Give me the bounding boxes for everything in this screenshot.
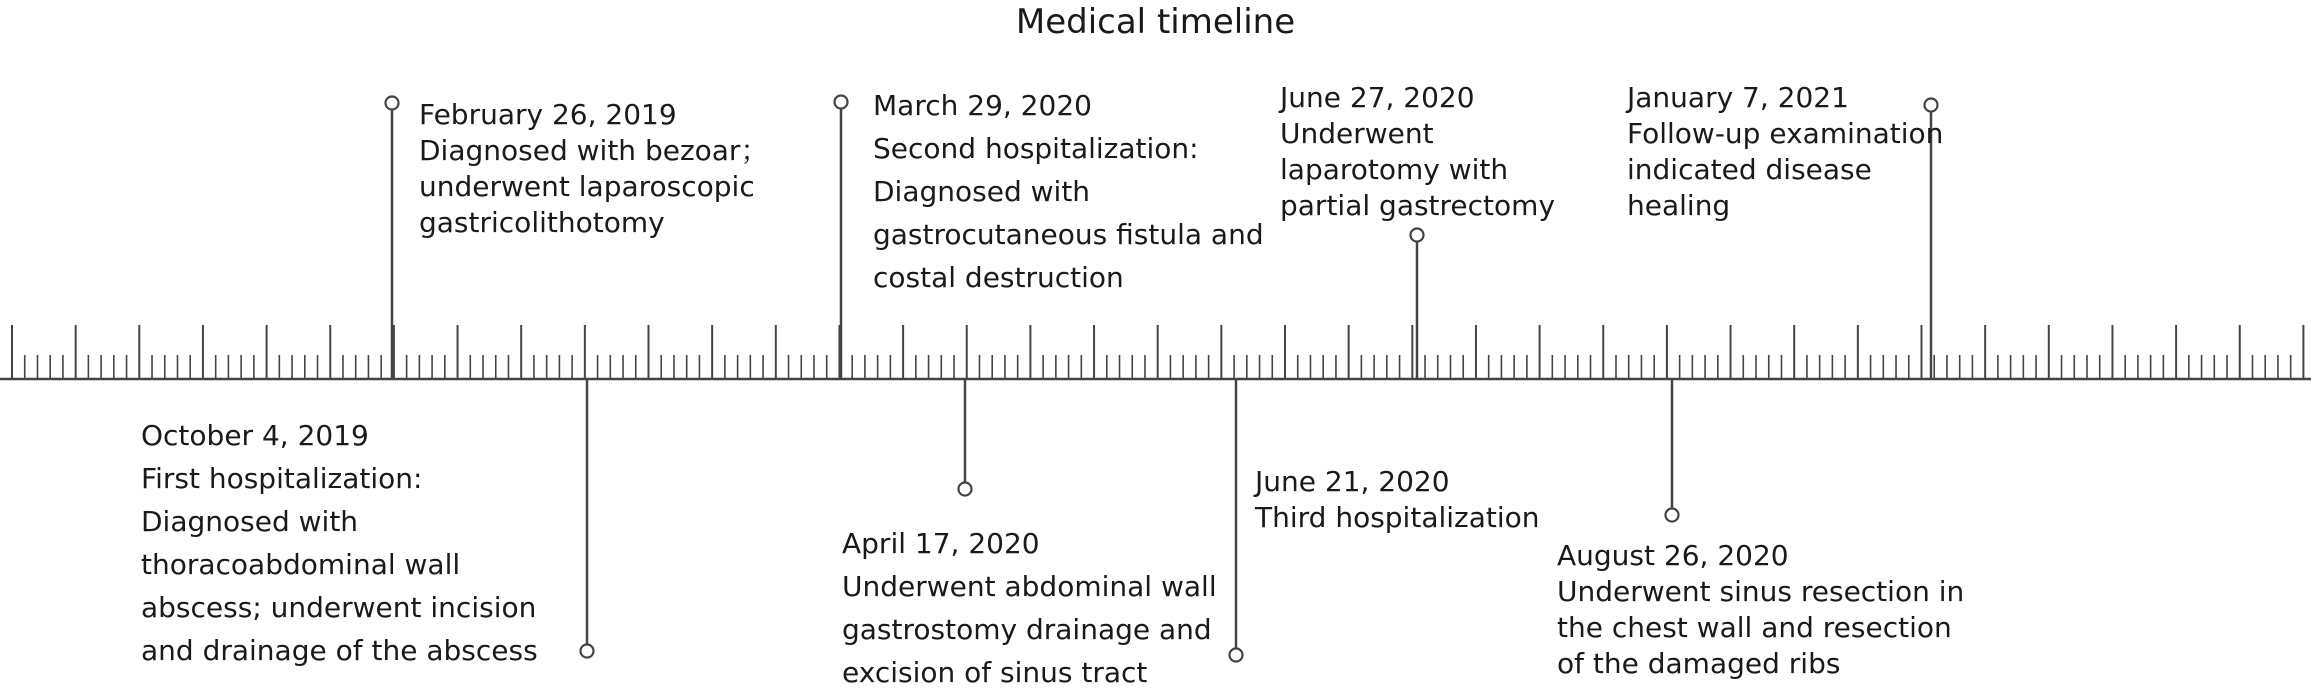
marker-dot	[959, 483, 972, 496]
timeline-ruler	[0, 325, 2311, 379]
event-date: October 4, 2019	[141, 419, 369, 452]
marker-dot	[1411, 229, 1424, 242]
event-text-line: indicated disease	[1627, 153, 1872, 186]
marker-jun21-2020	[1230, 379, 1243, 662]
event-text-line: Second hospitalization:	[873, 132, 1199, 165]
event-text-line: First hospitalization:	[141, 462, 423, 495]
marker-aug-2020	[1666, 379, 1679, 522]
event-text-line: partial gastrectomy	[1280, 189, 1556, 222]
event-text-line: gastrocutaneous fistula and	[873, 218, 1264, 251]
event-text-line: and drainage of the abscess	[141, 634, 538, 667]
event-text-line: laparotomy with	[1280, 153, 1509, 186]
event-text-line: gastricolithotomy	[419, 206, 665, 239]
event-date: February 26, 2019	[419, 98, 677, 131]
event-date: August 26, 2020	[1557, 539, 1789, 572]
marker-dot	[835, 96, 848, 109]
event-date: June 21, 2020	[1255, 465, 1450, 498]
event-text-line: the chest wall and resection	[1557, 611, 1952, 644]
marker-oct-2019	[581, 379, 594, 658]
event-text-line: Diagnosed with	[873, 175, 1091, 208]
event-feb-2019	[419, 97, 768, 241]
marker-dot	[581, 645, 594, 658]
event-text-line: thoracoabdominal wall	[141, 548, 461, 581]
event-text-line: excision of sinus tract	[842, 656, 1148, 689]
marker-dot	[1666, 509, 1679, 522]
marker-feb-2019	[386, 97, 399, 380]
event-date: March 29, 2020	[873, 89, 1092, 122]
marker-dot	[386, 97, 399, 110]
marker-mar-2020	[835, 96, 848, 380]
event-text-line: Diagnosed with	[141, 505, 359, 538]
marker-dot	[1230, 649, 1243, 662]
event-oct-2019	[141, 414, 538, 672]
event-date: January 7, 2021	[1627, 81, 1849, 114]
marker-apr-2020	[959, 379, 972, 496]
event-text-line: of the damaged ribs	[1557, 647, 1841, 680]
event-text-line: Diagnosed with bezoar；	[419, 134, 769, 167]
event-aug-2020	[1557, 538, 1964, 682]
event-text-line: gastrostomy drainage and	[842, 613, 1212, 646]
event-apr-2020	[842, 522, 1217, 694]
event-text-line: Follow-up examination	[1627, 117, 1944, 150]
event-mar-2020	[873, 84, 1264, 299]
event-jun27-2020	[1280, 80, 1555, 224]
event-text-line: abscess; underwent incision	[141, 591, 537, 624]
event-date: April 17, 2020	[842, 527, 1040, 560]
diagram-title: Medical timeline	[1015, 2, 1296, 42]
event-jan-2021	[1627, 80, 1943, 224]
event-text-line: costal destruction	[873, 261, 1124, 294]
event-text-line: healing	[1627, 189, 1731, 222]
event-text-line: Underwent	[1280, 117, 1434, 150]
event-text-line: underwent laparoscopic	[419, 170, 755, 203]
event-jun21-2020	[1255, 464, 1540, 536]
event-text-line: Third hospitalization	[1255, 501, 1540, 534]
event-text-line: Underwent sinus resection in	[1557, 575, 1965, 608]
event-text-line: Underwent abdominal wall	[842, 570, 1217, 603]
event-date: June 27, 2020	[1280, 81, 1475, 114]
